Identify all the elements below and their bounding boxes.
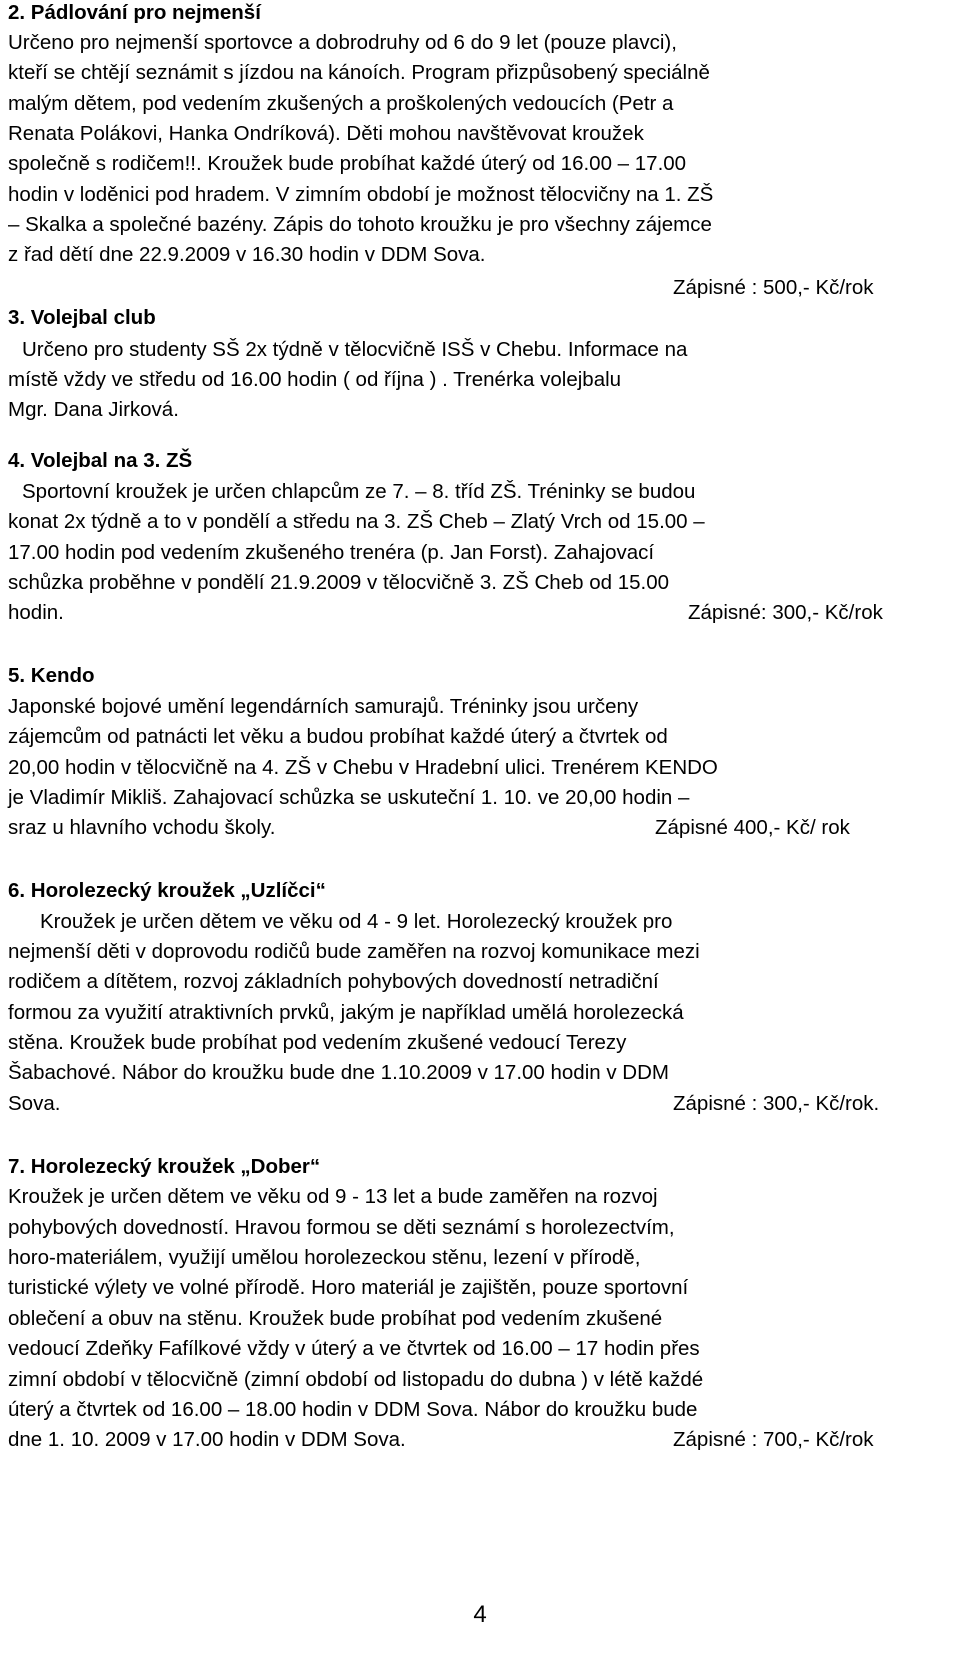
section-7-fee: Zápisné : 700,- Kč/rok [673,1428,874,1451]
section-5-line: je Vladimír Mikliš. Zahajovací schůzka se uskuteční 1. 10. ve 20,00 hodin – [8,786,690,809]
section-5-heading: 5. Kendo [8,664,95,687]
section-2-line: hodin v loděnici pod hradem. V zimním období je možnost tělocvičny na 1. ZŠ [8,183,714,206]
section-6-line: stěna. Kroužek bude probíhat pod vedením zkušené vedoucí Terezy [8,1031,627,1054]
section-7-line: pohybových dovedností. Hravou formou se děti seznámí s horolezectvím, [8,1216,675,1239]
section-4-line: 17.00 hodin pod vedením zkušeného trenéra (p. Jan Forst). Zahajovací [8,541,655,564]
section-5-line: zájemcům od patnácti let věku a budou probíhat každé úterý a čtvrtek od [8,725,668,748]
section-2-fee: Zápisné : 500,- Kč/rok [673,276,874,299]
section-6-line: Kroužek je určen dětem ve věku od 4 - 9 let. Horolezecký kroužek pro [40,910,673,933]
section-7-line: úterý a čtvrtek od 16.00 – 18.00 hodin v DDM Sova. Nábor do kroužku bude [8,1398,698,1421]
section-4-heading: 4. Volejbal na 3. ZŠ [8,449,193,472]
section-7-heading: 7. Horolezecký kroužek „Dober“ [8,1155,321,1178]
section-6-line: rodičem a dítětem, rozvoj základních pohybových dovedností netradiční [8,970,659,993]
section-3-line: Určeno pro studenty SŠ 2x týdně v tělocvičně ISŠ v Chebu. Informace na [22,338,688,361]
section-4-line: schůzka proběhne v pondělí 21.9.2009 v tělocvičně 3. ZŠ Cheb od 15.00 [8,571,670,594]
section-7-line: vedoucí Zdeňky Fafílkové vždy v úterý a ve čtvrtek od 16.00 – 17 hodin přes [8,1337,700,1360]
section-2-line: společně s rodičem!!. Kroužek bude probíhat každé úterý od 16.00 – 17.00 [8,152,687,175]
section-4-line: hodin. [8,601,64,624]
section-2-line: Renata Polákovi, Hanka Ondríková). Děti mohou navštěvovat kroužek [8,122,644,145]
section-3-line: místě vždy ve středu od 16.00 hodin ( od října ) . Trenérka volejbalu [8,368,622,391]
section-6-fee: Zápisné : 300,- Kč/rok. [673,1092,880,1115]
section-6-heading: 6. Horolezecký kroužek „Uzlíčci“ [8,879,326,902]
section-7-line: zimní období v tělocvičně (zimní období od listopadu do dubna ) v létě každé [8,1368,704,1391]
section-2-line: z řad dětí dne 22.9.2009 v 16.30 hodin v DDM Sova. [8,243,486,266]
section-7-line: oblečení a obuv na stěnu. Kroužek bude probíhat pod vedením zkušené [8,1307,663,1330]
page-number: 4 [473,1601,487,1628]
section-4-fee: Zápisné: 300,- Kč/rok [688,601,883,624]
section-7-line: dne 1. 10. 2009 v 17.00 hodin v DDM Sova. [8,1428,406,1451]
section-7-line: horo-materiálem, využijí umělou horolezeckou stěnu, lezení v přírodě, [8,1246,641,1269]
section-6-line: Sova. [8,1092,61,1115]
section-7-line: turistické výlety ve volné přírodě. Horo materiál je zajištěn, pouze sportovní [8,1276,689,1299]
section-5-line: Japonské bojové umění legendárních samurajů. Tréninky jsou určeny [8,695,639,718]
section-6-line: Šabachové. Nábor do kroužku bude dne 1.10.2009 v 17.00 hodin v DDM [8,1061,669,1084]
section-4-line: Sportovní kroužek je určen chlapcům ze 7. – 8. tříd ZŠ. Tréninky se budou [22,480,696,503]
section-2-heading: 2. Pádlování pro nejmenší [8,1,261,24]
section-6-line: nejmenší děti v doprovodu rodičů bude zaměřen na rozvoj komunikace mezi [8,940,700,963]
section-3-heading: 3. Volejbal club [8,306,156,329]
section-5-line: 20,00 hodin v tělocvičně na 4. ZŠ v Chebu v Hradební ulici. Trenérem KENDO [8,756,718,779]
section-4-line: konat 2x týdně a to v pondělí a středu na 3. ZŠ Cheb – Zlatý Vrch od 15.00 – [8,510,705,533]
section-2-line: kteří se chtějí seznámit s jízdou na kánoích. Program přizpůsobený speciálně [8,61,710,84]
section-6-line: formou za využití atraktivních prvků, jakým je například umělá horolezecká [8,1001,684,1024]
section-5-fee: Zápisné 400,- Kč/ rok [655,816,850,839]
section-2-line: Určeno pro nejmenší sportovce a dobrodruhy od 6 do 9 let (pouze plavci), [8,31,677,54]
section-7-line: Kroužek je určen dětem ve věku od 9 - 13 let a bude zaměřen na rozvoj [8,1185,658,1208]
section-3-line: Mgr. Dana Jirková. [8,398,179,421]
section-5-line: sraz u hlavního vchodu školy. [8,816,276,839]
section-2-line: malým dětem, pod vedením zkušených a proškolených vedoucích (Petr a [8,92,674,115]
section-2-line: – Skalka a společné bazény. Zápis do tohoto kroužku je pro všechny zájemce [8,213,712,236]
